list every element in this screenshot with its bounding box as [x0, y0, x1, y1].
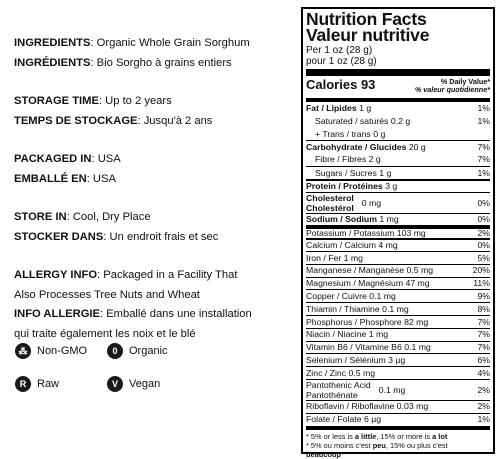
- nutrient-row-manganese: [306, 264, 490, 277]
- nutrient-percent: 5%: [477, 252, 490, 263]
- nutrient-row-fibre: [306, 153, 490, 166]
- nutrient-percent: 4%: [477, 367, 490, 378]
- nutrient-label: Fibre / Fibres: [315, 154, 367, 165]
- nutrition-title-fr: Valeur nutritive: [306, 25, 430, 45]
- nutrient-label: Calcium / Calcium: [306, 240, 376, 251]
- nutrient-amount: 1 mg: [368, 329, 389, 340]
- storage-fr-label: TEMPS DE STOCKAGE: [14, 114, 138, 127]
- store-fr-label: STOCKER DANS: [14, 230, 104, 243]
- nutrient-label: + Trans / trans: [315, 128, 371, 139]
- nutrient-percent: 7%: [477, 329, 490, 340]
- nutrient-percent: 7%: [477, 154, 490, 165]
- packaged-value: : USA: [91, 153, 121, 165]
- storage-line: [14, 92, 294, 112]
- allergy-fr-value-2: qui traite également les noix et le blé: [14, 327, 196, 340]
- divider-thick: [306, 69, 490, 76]
- nutrient-label: Sodium / Sodium: [306, 214, 377, 225]
- nutrient-row-zinc: [306, 366, 490, 379]
- allergy-fr-value-1: : Emballé dans une installation: [99, 308, 252, 320]
- nutrient-row-cholesterol: [306, 192, 490, 213]
- packaged-fr-label: EMBALLÉ EN: [14, 172, 87, 185]
- ingredients-label: INGREDIENTS: [14, 37, 91, 49]
- nutrient-label: Carbohydrate / Glucides: [306, 141, 407, 152]
- nutrient-percent: 7%: [477, 316, 490, 327]
- allergy-label: ALLERGY INFO: [14, 269, 98, 281]
- serving-size: Per 1 oz (28 g): [306, 45, 373, 56]
- nutrient-amount: 6 µg: [363, 414, 382, 425]
- badge-vegan: [107, 376, 199, 392]
- ingredients-fr-line: [14, 54, 294, 74]
- nutrient-amount: 20 g: [408, 141, 426, 152]
- vegan-icon: V: [107, 376, 123, 392]
- badge-row-2: [15, 374, 215, 394]
- nutrient-label: Fat / Lipides: [306, 103, 357, 114]
- dv-header-en: % Daily Value*: [440, 77, 490, 86]
- nutrient-amount: 1 mg: [343, 252, 363, 263]
- nutrient-percent: 2%: [477, 228, 490, 239]
- nutrient-percent: 0%: [477, 240, 490, 251]
- packaged-fr-value: : USA: [86, 172, 116, 185]
- nutrient-row-copper: [306, 289, 490, 302]
- nutrient-label: Phosphorus / Phosphore: [306, 316, 402, 327]
- nutrient-amount: 0 mg: [361, 197, 382, 208]
- nutrient-percent: 9%: [477, 290, 490, 301]
- nutrient-amount: 0.2 g: [390, 115, 411, 126]
- nutrient-row-protein: [306, 179, 490, 192]
- nutrient-label: Potassium / Potassium: [306, 228, 395, 239]
- ingredients-line: [14, 34, 294, 54]
- nutrient-label: Riboflavin / Riboflavine: [306, 401, 395, 412]
- daily-value-header: [415, 78, 490, 94]
- nutrient-row-saturated: [306, 115, 490, 128]
- nutrient-row-riboflavin: [306, 400, 490, 413]
- footnote-fr-2: beaucoup: [306, 449, 341, 459]
- nutrient-row-trans: [306, 128, 490, 141]
- ingredients-fr-value: : Bio Sorgho à grains entiers: [90, 56, 232, 69]
- nutrient-percent: 6%: [477, 354, 490, 365]
- badge-label: Non-GMO: [37, 345, 88, 357]
- allergy-line-1: [14, 266, 294, 286]
- nutrient-percent: 1%: [477, 414, 490, 425]
- nutrient-label: Copper / Cuivre: [306, 290, 367, 301]
- nutrient-row-vitamin-b6: [306, 341, 490, 354]
- nutrient-row-phosphorus: [306, 315, 490, 328]
- store-label: STORE IN: [14, 211, 67, 223]
- nutrient-label: Sugars / Sucres: [315, 167, 377, 178]
- calories-value: 93: [360, 77, 376, 92]
- nutrition-title: Nutrition Facts: [306, 9, 427, 29]
- raw-icon: R: [15, 376, 31, 392]
- nutrition-facts-panel: [301, 7, 495, 459]
- storage-label: STORAGE TIME: [14, 95, 99, 107]
- store-line: [14, 208, 294, 228]
- storage-fr-value: : Jusqu'à 2 ans: [137, 114, 213, 127]
- nutrient-label: Pantothenic Acid: [306, 379, 371, 390]
- allergy-value-1: : Packaged in a Facility That: [97, 269, 238, 281]
- nutrient-percent: 2%: [477, 384, 490, 395]
- nutrient-row-sodium: [306, 213, 490, 226]
- ingredients-value: : Organic Whole Grain Sorghum: [90, 37, 250, 49]
- footnote: [306, 426, 490, 459]
- allergy-fr-line-1: [14, 305, 294, 325]
- nutrient-percent: 7%: [477, 141, 490, 152]
- badge-label: Organic: [129, 345, 168, 357]
- nutrient-label: Folate / Folate: [306, 414, 362, 425]
- nutrient-row-magnesium: [306, 277, 490, 290]
- footnote-en: * 5% or less is a little, 15% or more is a lot: [306, 431, 448, 441]
- badge-organic: [107, 343, 199, 359]
- nutrient-label: Selenium / Sélénium: [306, 354, 386, 365]
- nutrient-label: Protein / Protéines: [306, 180, 383, 191]
- nutrient-amount: 103 mg: [396, 228, 426, 239]
- storage-fr-line: [14, 112, 294, 132]
- nutrient-row-calcium: [306, 238, 490, 251]
- nutrient-label: Zinc / Zinc: [306, 367, 347, 378]
- nutrient-amount: 1 g: [379, 167, 392, 178]
- ingredients-block: [14, 34, 294, 73]
- store-fr-line: [14, 228, 294, 248]
- nutrient-amount: 3 µg: [388, 354, 406, 365]
- store-fr-value: : Un endroit frais et sec: [103, 230, 219, 243]
- badge-label: Vegan: [129, 378, 161, 390]
- nutrient-amount: 4 mg: [378, 240, 398, 251]
- non-gmo-icon: ⁂: [15, 343, 31, 359]
- nutrient-label: Niacin / Niacine: [306, 329, 367, 340]
- calories-row: [306, 76, 490, 98]
- footnote-fr: * 5% ou moins c'est peu, 15% ou plus c'est: [306, 440, 448, 450]
- allergy-line-2: [14, 286, 294, 306]
- nutrient-row-pantothenic-acid: [306, 379, 490, 400]
- nutrient-percent: 1%: [477, 115, 490, 126]
- ingredients-fr-label: INGRÉDIENTS: [14, 56, 91, 69]
- nutrient-amount: 2 g: [368, 154, 381, 165]
- nutrient-percent: 1%: [477, 167, 490, 178]
- nutrient-percent: 0%: [477, 214, 490, 225]
- nutrient-percent: 20%: [472, 265, 490, 276]
- nutrient-amount: 0.1 mg: [382, 303, 409, 314]
- nutrient-row-thiamin: [306, 302, 490, 315]
- nutrient-percent: 2%: [477, 401, 490, 412]
- nutrient-amount: 0.1 mg: [378, 384, 406, 395]
- nutrient-amount: 47 mg: [405, 278, 430, 289]
- nutrient-row-potassium: [306, 225, 490, 238]
- product-badges: [15, 341, 215, 407]
- nutrient-label: Vitamin B6 / Vitamine B6: [306, 342, 402, 353]
- organic-icon: 0: [107, 343, 123, 359]
- badge-non-gmo: [15, 343, 107, 359]
- product-info: [14, 34, 294, 363]
- packaged-block: [14, 150, 294, 189]
- nutrient-label: Manganese / Manganèse: [306, 265, 405, 276]
- dv-header-fr: % valeur quotidienne*: [414, 85, 490, 94]
- nutrient-label-fr: Pantothénate: [306, 389, 358, 400]
- nutrient-label-fr: Cholestérol: [306, 202, 354, 213]
- badge-label: Raw: [37, 378, 60, 390]
- nutrient-percent: 11%: [473, 278, 490, 289]
- nutrient-amount: 0.5 mg: [348, 367, 376, 378]
- nutrient-amount: 1 g: [359, 103, 372, 114]
- badge-raw: [15, 376, 107, 392]
- nutrient-percent: 1%: [477, 103, 490, 114]
- nutrient-amount: 0.1 mg: [404, 342, 431, 353]
- store-value: : Cool, Dry Place: [66, 211, 151, 223]
- allergy-fr-label: INFO ALLERGIE: [14, 308, 100, 320]
- nutrient-amount: 0.1 mg: [369, 290, 396, 301]
- storage-value: : Up to 2 years: [98, 95, 172, 107]
- nutrient-row-selenium: [306, 353, 490, 366]
- serving-size-fr: pour 1 oz (28 g): [306, 56, 377, 67]
- badge-row-1: [15, 341, 215, 361]
- nutrient-label: Thiamin / Thiamine: [306, 303, 380, 314]
- nutrient-amount: 82 mg: [404, 316, 429, 327]
- store-block: [14, 208, 294, 247]
- nutrient-amount: 3 g: [385, 180, 398, 191]
- calories-label: Calories: [306, 77, 358, 92]
- nutrient-label: Saturated / saturés: [315, 115, 389, 126]
- allergy-block: [14, 266, 294, 344]
- nutrient-label: Cholesterol: [306, 192, 354, 203]
- nutrient-row-folate: [306, 413, 490, 426]
- nutrient-percent: 0%: [477, 197, 490, 208]
- nutrient-percent: 8%: [477, 303, 490, 314]
- nutrient-amount: 0.03 mg: [396, 401, 429, 412]
- packaged-line: [14, 150, 294, 170]
- nutrient-percent: 7%: [477, 342, 490, 353]
- nutrient-label: Magnesium / Magnésium: [306, 278, 404, 289]
- nutrient-row-sugars: [306, 166, 490, 179]
- packaged-fr-line: [14, 170, 294, 190]
- storage-block: [14, 92, 294, 131]
- nutrient-row-niacin: [306, 328, 490, 341]
- nutrient-label: Iron / Fer: [306, 252, 342, 263]
- nutrient-amount: 1 mg: [379, 214, 399, 225]
- nutrient-row-carbohydrate: [306, 140, 490, 153]
- nutrient-row-fat: [306, 102, 490, 115]
- nutrient-amount: 0.5 mg: [406, 265, 434, 276]
- nutrient-row-iron: [306, 251, 490, 264]
- packaged-label: PACKAGED IN: [14, 153, 92, 165]
- calories: [306, 78, 375, 91]
- nutrient-amount: 0 g: [373, 128, 386, 139]
- allergy-value-2: Also Processes Tree Nuts and Wheat: [14, 288, 200, 301]
